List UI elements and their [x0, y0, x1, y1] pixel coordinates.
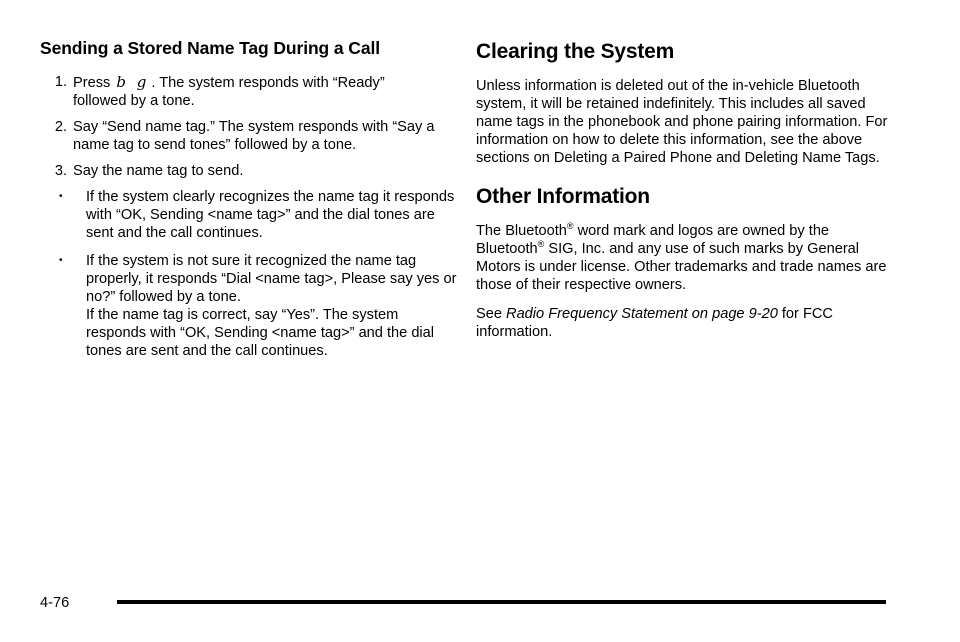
- step-number: 1.: [54, 74, 67, 90]
- step-3: [40, 162, 460, 180]
- bullet-icon: •: [59, 191, 63, 202]
- step-number: 3.: [54, 163, 67, 179]
- page-number: 4-76: [40, 595, 70, 611]
- left-column: [40, 38, 460, 370]
- step-number: 2.: [54, 119, 67, 135]
- page-reference-link[interactable]: Radio Frequency Statement on page 9-20: [506, 306, 778, 322]
- bullet-text: If the system is not sure it recognized the name tag properly, it responds “Dial <name tag>, Please say yes or no?” followed by a tone.: [86, 253, 457, 305]
- trademark-paragraph: The Bluetooth® word mark and logos are owned by the Bluetooth® SIG, Inc. and any use of such marks by General Motors is under license. Other trademarks and trade names are those of their respective owners.: [476, 221, 887, 293]
- list-item: [40, 188, 460, 242]
- fcc-reference-paragraph: See Radio Frequency Statement on page 9-20 for FCC information.: [476, 306, 833, 340]
- step-2-text: Say “Send name tag.” The system responds with “Say a name tag to send tones” followed by a tone.: [73, 119, 435, 153]
- step-1-pre-text: Press: [73, 75, 111, 91]
- list-item: [40, 252, 460, 360]
- step-1-line2: followed by a tone.: [73, 93, 195, 109]
- section-heading-other-information: Other Information: [476, 185, 650, 208]
- step-1: [40, 73, 460, 110]
- registered-mark: ®: [566, 221, 574, 232]
- section-heading-sending-name-tag: Sending a Stored Name Tag During a Call: [40, 38, 380, 58]
- talk-button-icon: b g: [116, 73, 150, 91]
- section-heading-clearing-system: Clearing the System: [476, 40, 675, 63]
- step-1-post-text: . The system responds with “Ready”: [151, 75, 385, 91]
- bullet-list: [40, 188, 460, 360]
- clearing-system-paragraph: Unless information is deleted out of the in-vehicle Bluetooth system, it will be retained indefinitely. This includes all saved name tags in the phonebook and phone pairing information. For information on how to delete this information, see the above sections on Deleting a Paired Phone and Deleting Name Tags.: [476, 78, 888, 166]
- registered-mark: ®: [537, 239, 545, 250]
- footer-divider: [117, 600, 886, 604]
- bullet-text-continued: If the name tag is correct, say “Yes”. The system responds with “OK, Sending <name tag>” and the dial tones are sent and the call continues.: [86, 307, 435, 359]
- bullet-text: If the system clearly recognizes the name tag it responds with “OK, Sending <name tag>” and the dial tones are sent and the call continues.: [86, 189, 455, 241]
- bullet-icon: •: [59, 255, 63, 266]
- right-column: [476, 40, 896, 352]
- step-2: [40, 118, 460, 154]
- step-3-text: Say the name tag to send.: [73, 163, 244, 179]
